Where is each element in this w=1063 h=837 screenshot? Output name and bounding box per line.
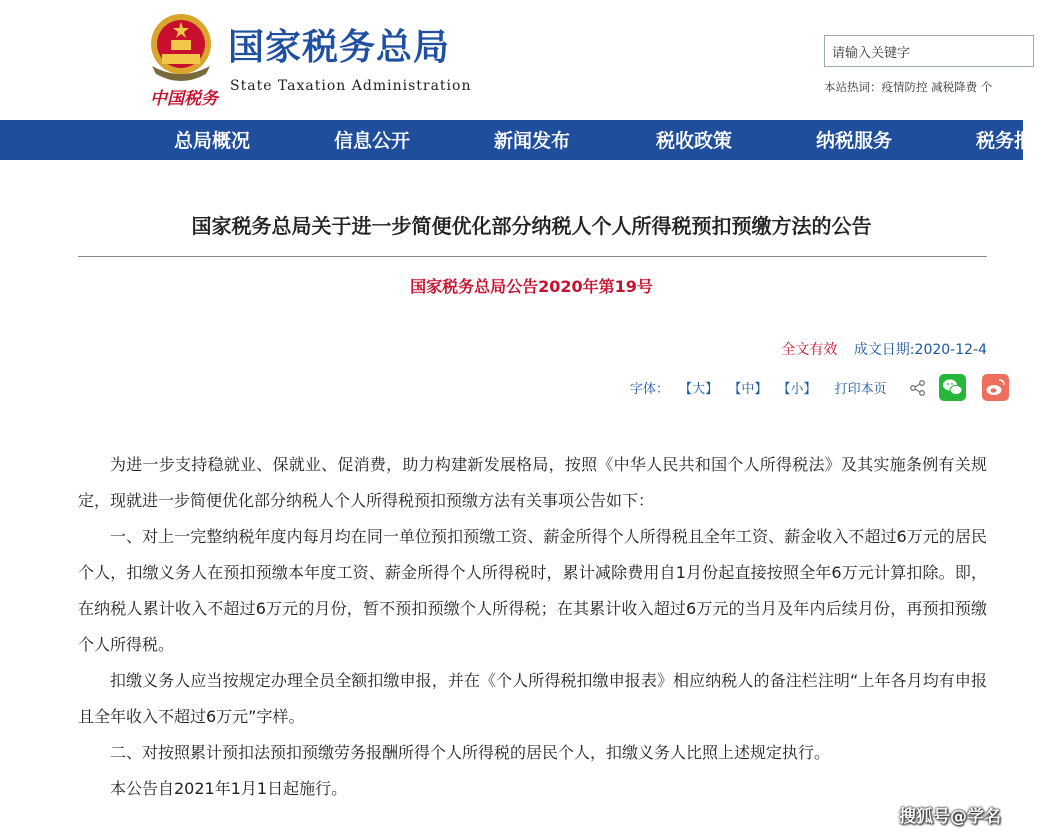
- paragraph-effective-date: 本公告自2021年1月1日起施行。: [110, 779, 348, 798]
- site-subtitle: State Taxation Administration: [230, 78, 472, 94]
- font-small-button[interactable]: 【小】: [777, 382, 817, 397]
- brand-script: 中国税务: [150, 89, 218, 109]
- font-size-label: 字体：: [630, 382, 670, 397]
- article-body: [78, 447, 987, 807]
- paragraph-item-1-note: 扣缴义务人应当按规定办理全员全额扣缴申报，并在《个人所得税扣缴申报表》相应纳税人的备注栏注明“上年各月均有申报且全年收入不超过6万元”字样。: [78, 671, 987, 726]
- hot-words[interactable]: 本站热词：疫情防控 减税降费 个: [824, 80, 993, 94]
- nav-item-taxpayer-service[interactable]: 纳税服务: [816, 130, 893, 152]
- validity-status: 全文有效: [781, 342, 838, 358]
- date-label: 成文日期:: [853, 342, 915, 358]
- wechat-icon[interactable]: [939, 374, 966, 401]
- paragraph-intro: 为进一步支持稳就业、保就业、促消费，助力构建新发展格局，按照《中华人民共和国个人所得税法》及其实施条例有关规定，现就进一步简便优化部分纳税人个人所得税预扣预缴方法有关事项公告如下：: [78, 455, 987, 510]
- nav-item-news[interactable]: 新闻发布: [494, 130, 571, 152]
- title-divider: [78, 256, 987, 257]
- tax-emblem-logo: [146, 10, 216, 82]
- print-button[interactable]: 打印本页: [834, 382, 887, 397]
- site-title[interactable]: 国家税务总局: [228, 27, 451, 68]
- main-nav: [0, 120, 1034, 160]
- share-icon[interactable]: [909, 379, 927, 397]
- article-title: 国家税务总局关于进一步简便优化部分纳税人个人所得税预扣预缴方法的公告: [191, 214, 872, 238]
- document-number: 国家税务总局公告2020年第19号: [410, 277, 653, 296]
- site-header: [0, 0, 1023, 120]
- paragraph-item-1: 一、对上一完整纳税年度内每月均在同一单位预扣预缴工资、薪金所得个人所得税且全年工资、薪金收入不超过6万元的居民个人，扣缴义务人在预扣预缴本年度工资、薪金所得个人所得税时，累计减除费用自1月份起直接按照全年6万元计算扣除。即，在纳税人累计收入不超过6万元的月份，暂不预扣预缴个人所得税；在其累计收入超过6万元的当月及年内后续月份，再预扣预缴个人所得税。: [78, 527, 987, 654]
- nav-item-tax-newspaper[interactable]: 税务报: [976, 130, 1034, 152]
- search-input[interactable]: 请输入关键字: [824, 35, 1034, 67]
- article-meta: [781, 339, 987, 359]
- paragraph-item-2: 二、对按照累计预扣法预扣预缴劳务报酬所得个人所得税的居民个人，扣缴义务人比照上述规定执行。: [110, 743, 831, 762]
- nav-item-overview[interactable]: 总局概况: [174, 130, 251, 152]
- weibo-icon[interactable]: [982, 374, 1009, 401]
- date-value: 2020-12-4: [914, 342, 987, 358]
- font-large-button[interactable]: 【大】: [679, 382, 719, 397]
- font-medium-button[interactable]: 【中】: [728, 382, 768, 397]
- watermark: 搜狐号@学名: [899, 807, 1001, 827]
- article-tools: [630, 374, 1009, 404]
- nav-item-tax-policy[interactable]: 税收政策: [656, 130, 733, 152]
- nav-item-info-disclosure[interactable]: 信息公开: [334, 130, 411, 152]
